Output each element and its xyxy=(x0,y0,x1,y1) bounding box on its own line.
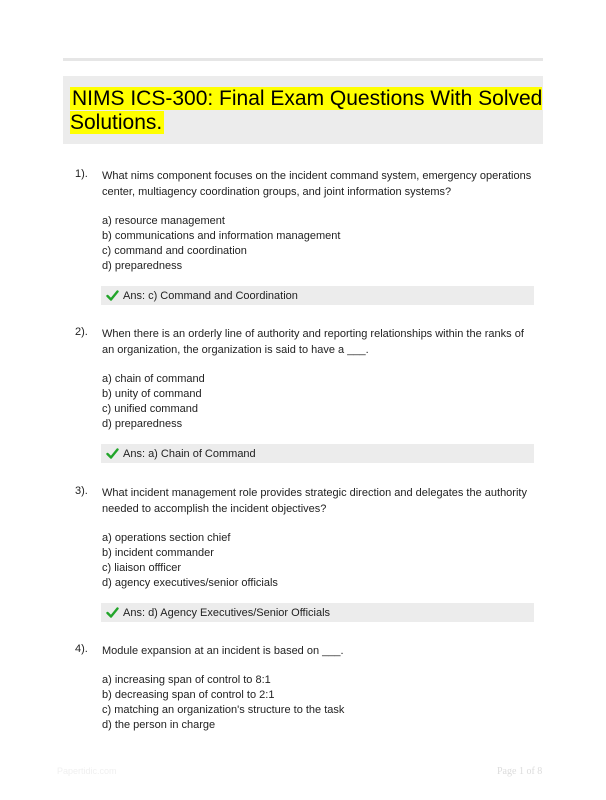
option-c: c) command and coordination xyxy=(102,245,247,257)
top-divider xyxy=(63,58,543,61)
answer-text: Ans: d) Agency Executives/Senior Officials xyxy=(123,606,331,619)
option-list xyxy=(102,372,545,432)
title-banner xyxy=(63,76,543,144)
question-number: 1). xyxy=(75,168,88,180)
option-b: b) incident commander xyxy=(102,547,214,559)
answer-box xyxy=(101,603,534,622)
checkmark-icon xyxy=(106,447,119,460)
option-b: b) decreasing span of control to 2:1 xyxy=(102,689,275,701)
footer-watermark: Papertidic.com xyxy=(57,766,117,776)
question-1 xyxy=(75,168,545,305)
option-list xyxy=(102,531,545,591)
question-text: What incident management role provides strategic direction and delegates the authority needed to accomplish the incident objectives? xyxy=(102,487,527,515)
option-a: a) increasing span of control to 8:1 xyxy=(102,674,271,686)
option-c: c) unified command xyxy=(102,403,198,415)
answer-box xyxy=(101,444,534,463)
option-d: d) preparedness xyxy=(102,260,183,272)
checkmark-icon xyxy=(106,606,119,619)
answer-text: Ans: a) Chain of Command xyxy=(123,447,256,460)
answer-text: Ans: c) Command and Coordination xyxy=(123,289,298,302)
question-number: 3). xyxy=(75,485,88,497)
question-text: What nims component focuses on the incident command system, emergency operations center, multiagency coordination groups, and joint information systems? xyxy=(102,170,532,198)
option-d: d) preparedness xyxy=(102,418,183,430)
page-title: NIMS ICS-300: Final Exam Questions With Solved Solutions. xyxy=(70,87,543,134)
option-c: c) liaison offficer xyxy=(102,562,182,574)
question-number: 4). xyxy=(75,643,88,655)
option-b: b) communications and information management xyxy=(102,230,341,242)
option-list xyxy=(102,214,545,274)
option-a: a) chain of command xyxy=(102,373,205,385)
question-number: 2). xyxy=(75,326,88,338)
page-number: Page 1 of 8 xyxy=(497,766,543,777)
option-list xyxy=(102,673,545,733)
question-2 xyxy=(75,326,545,463)
question-4 xyxy=(75,643,545,733)
checkmark-icon xyxy=(106,289,119,302)
option-b: b) unity of command xyxy=(102,388,202,400)
answer-box xyxy=(101,286,534,305)
option-a: a) resource management xyxy=(102,215,225,227)
question-text: Module expansion at an incident is based on ___. xyxy=(102,645,344,657)
option-a: a) operations section chief xyxy=(102,532,231,544)
option-d: d) the person in charge xyxy=(102,719,216,731)
question-text: When there is an orderly line of authority and reporting relationships within the ranks of an organization, the organization is said to have a ___. xyxy=(102,328,524,356)
option-d: d) agency executives/senior officials xyxy=(102,577,278,589)
option-c: c) matching an organization's structure to the task xyxy=(102,704,345,716)
question-3 xyxy=(75,485,545,622)
